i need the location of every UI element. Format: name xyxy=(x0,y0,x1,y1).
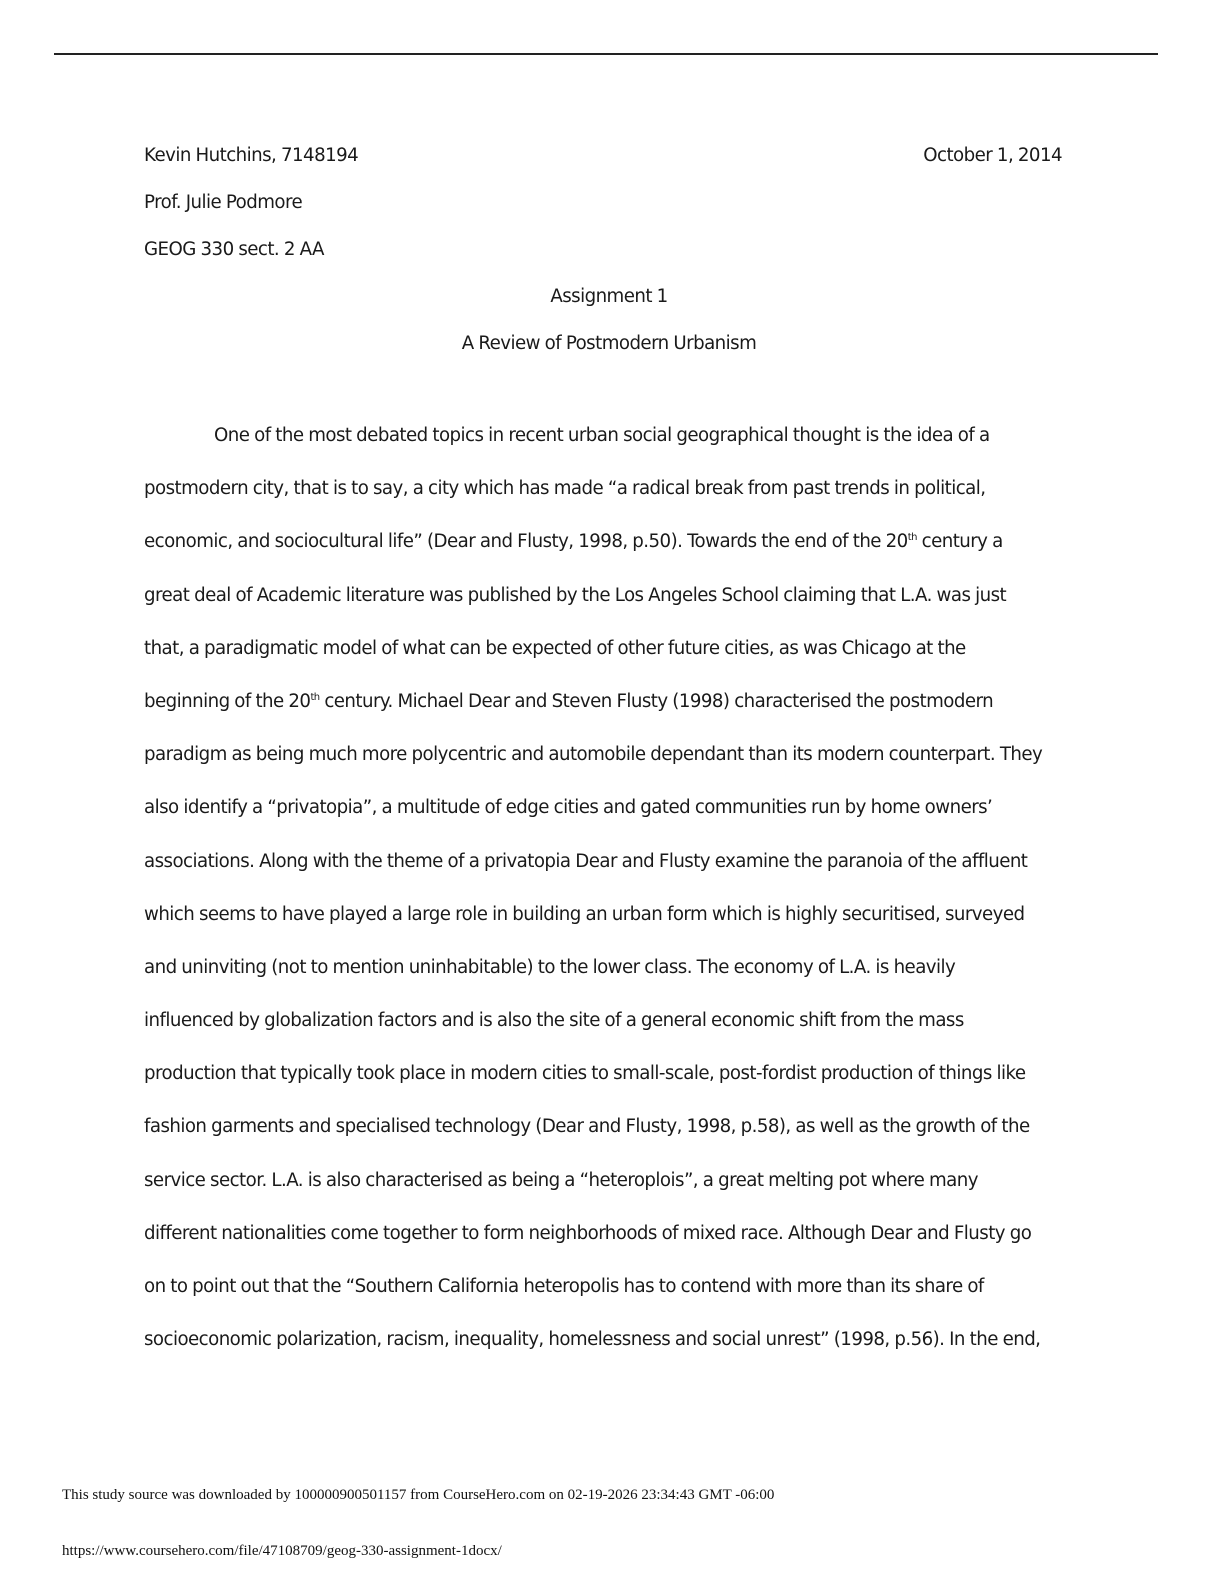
body-line: One of the most debated topics in recent urban social geographical thought is the idea of a xyxy=(214,425,990,446)
download-notice: This study source was downloaded by 100000900501157 from CourseHero.com on 02-19-2026 23:34:43 GMT -06:00 xyxy=(62,1487,775,1503)
professor-name: Prof. Julie Podmore xyxy=(144,192,303,213)
body-line: different nationalities come together to form neighborhoods of mixed race. Although Dear and Flusty go xyxy=(144,1222,1032,1244)
course-code: GEOG 330 sect. 2 AA xyxy=(144,239,324,260)
header-line-professor xyxy=(144,186,1074,233)
top-rule xyxy=(54,53,1158,55)
body-line: fashion garments and specialised technology (Dear and Flusty, 1998, p.58), as well as the growth of the xyxy=(144,1116,1030,1138)
body-line: postmodern city, that is to say, a city which has made “a radical break from past trends in political, xyxy=(144,478,986,500)
essay-subtitle: A Review of Postmodern Urbanism xyxy=(461,333,757,354)
body-line: associations. Along with the theme of a privatopia Dear and Flusty examine the paranoia of the affluent xyxy=(144,850,1028,872)
body-line: production that typically took place in modern cities to small-scale, post-fordist production of things like xyxy=(144,1063,1026,1085)
ordinal-superscript: th xyxy=(310,691,320,703)
body-line: economic, and sociocultural life” (Dear and Flusty, 1998, p.50). Towards the end of the 20th century a xyxy=(144,531,1003,553)
document-page xyxy=(144,139,1074,1366)
body-line: influenced by globalization factors and is also the site of a general economic shift from the mass xyxy=(144,1010,964,1032)
body-line: beginning of the 20th century. Michael Dear and Steven Flusty (1998) characterised the postmodern xyxy=(144,690,994,712)
body-line: socioeconomic polarization, racism, inequality, homelessness and social unrest” (1998, p.56). In the end, xyxy=(144,1329,1041,1351)
body-paragraph xyxy=(144,409,1074,1366)
header-line-course xyxy=(144,233,1074,280)
body-line: which seems to have played a large role in building an urban form which is highly securitised, surveyed xyxy=(144,903,1025,925)
body-line: also identify a “privatopia”, a multitude of edge cities and gated communities run by home owners’ xyxy=(144,797,993,819)
author-name: Kevin Hutchins, 7148194 xyxy=(144,145,359,166)
assignment-title: Assignment 1 xyxy=(550,286,668,307)
body-line: great deal of Academic literature was published by the Los Angeles School claiming that L.A. was just xyxy=(144,584,1007,606)
body-line: service sector. L.A. is also characterised as being a “heteroplois”, a great melting pot where many xyxy=(144,1169,978,1191)
body-line: paradigm as being much more polycentric and automobile dependant than its modern counterpart. They xyxy=(144,744,1043,766)
body-line: on to point out that the “Southern California heteropolis has to contend with more than its share of xyxy=(144,1276,984,1297)
header-line-author xyxy=(144,139,1074,186)
ordinal-superscript: th xyxy=(907,532,917,544)
source-url[interactable]: https://www.coursehero.com/file/47108709/geog-330-assignment-1docx/ xyxy=(62,1543,502,1559)
body-line: and uninviting (not to mention uninhabitable) to the lower class. The economy of L.A. is heavily xyxy=(144,956,956,978)
document-date: October 1, 2014 xyxy=(923,145,1062,166)
body-line: that, a paradigmatic model of what can be expected of other future cities, as was Chicago at the xyxy=(144,637,966,659)
